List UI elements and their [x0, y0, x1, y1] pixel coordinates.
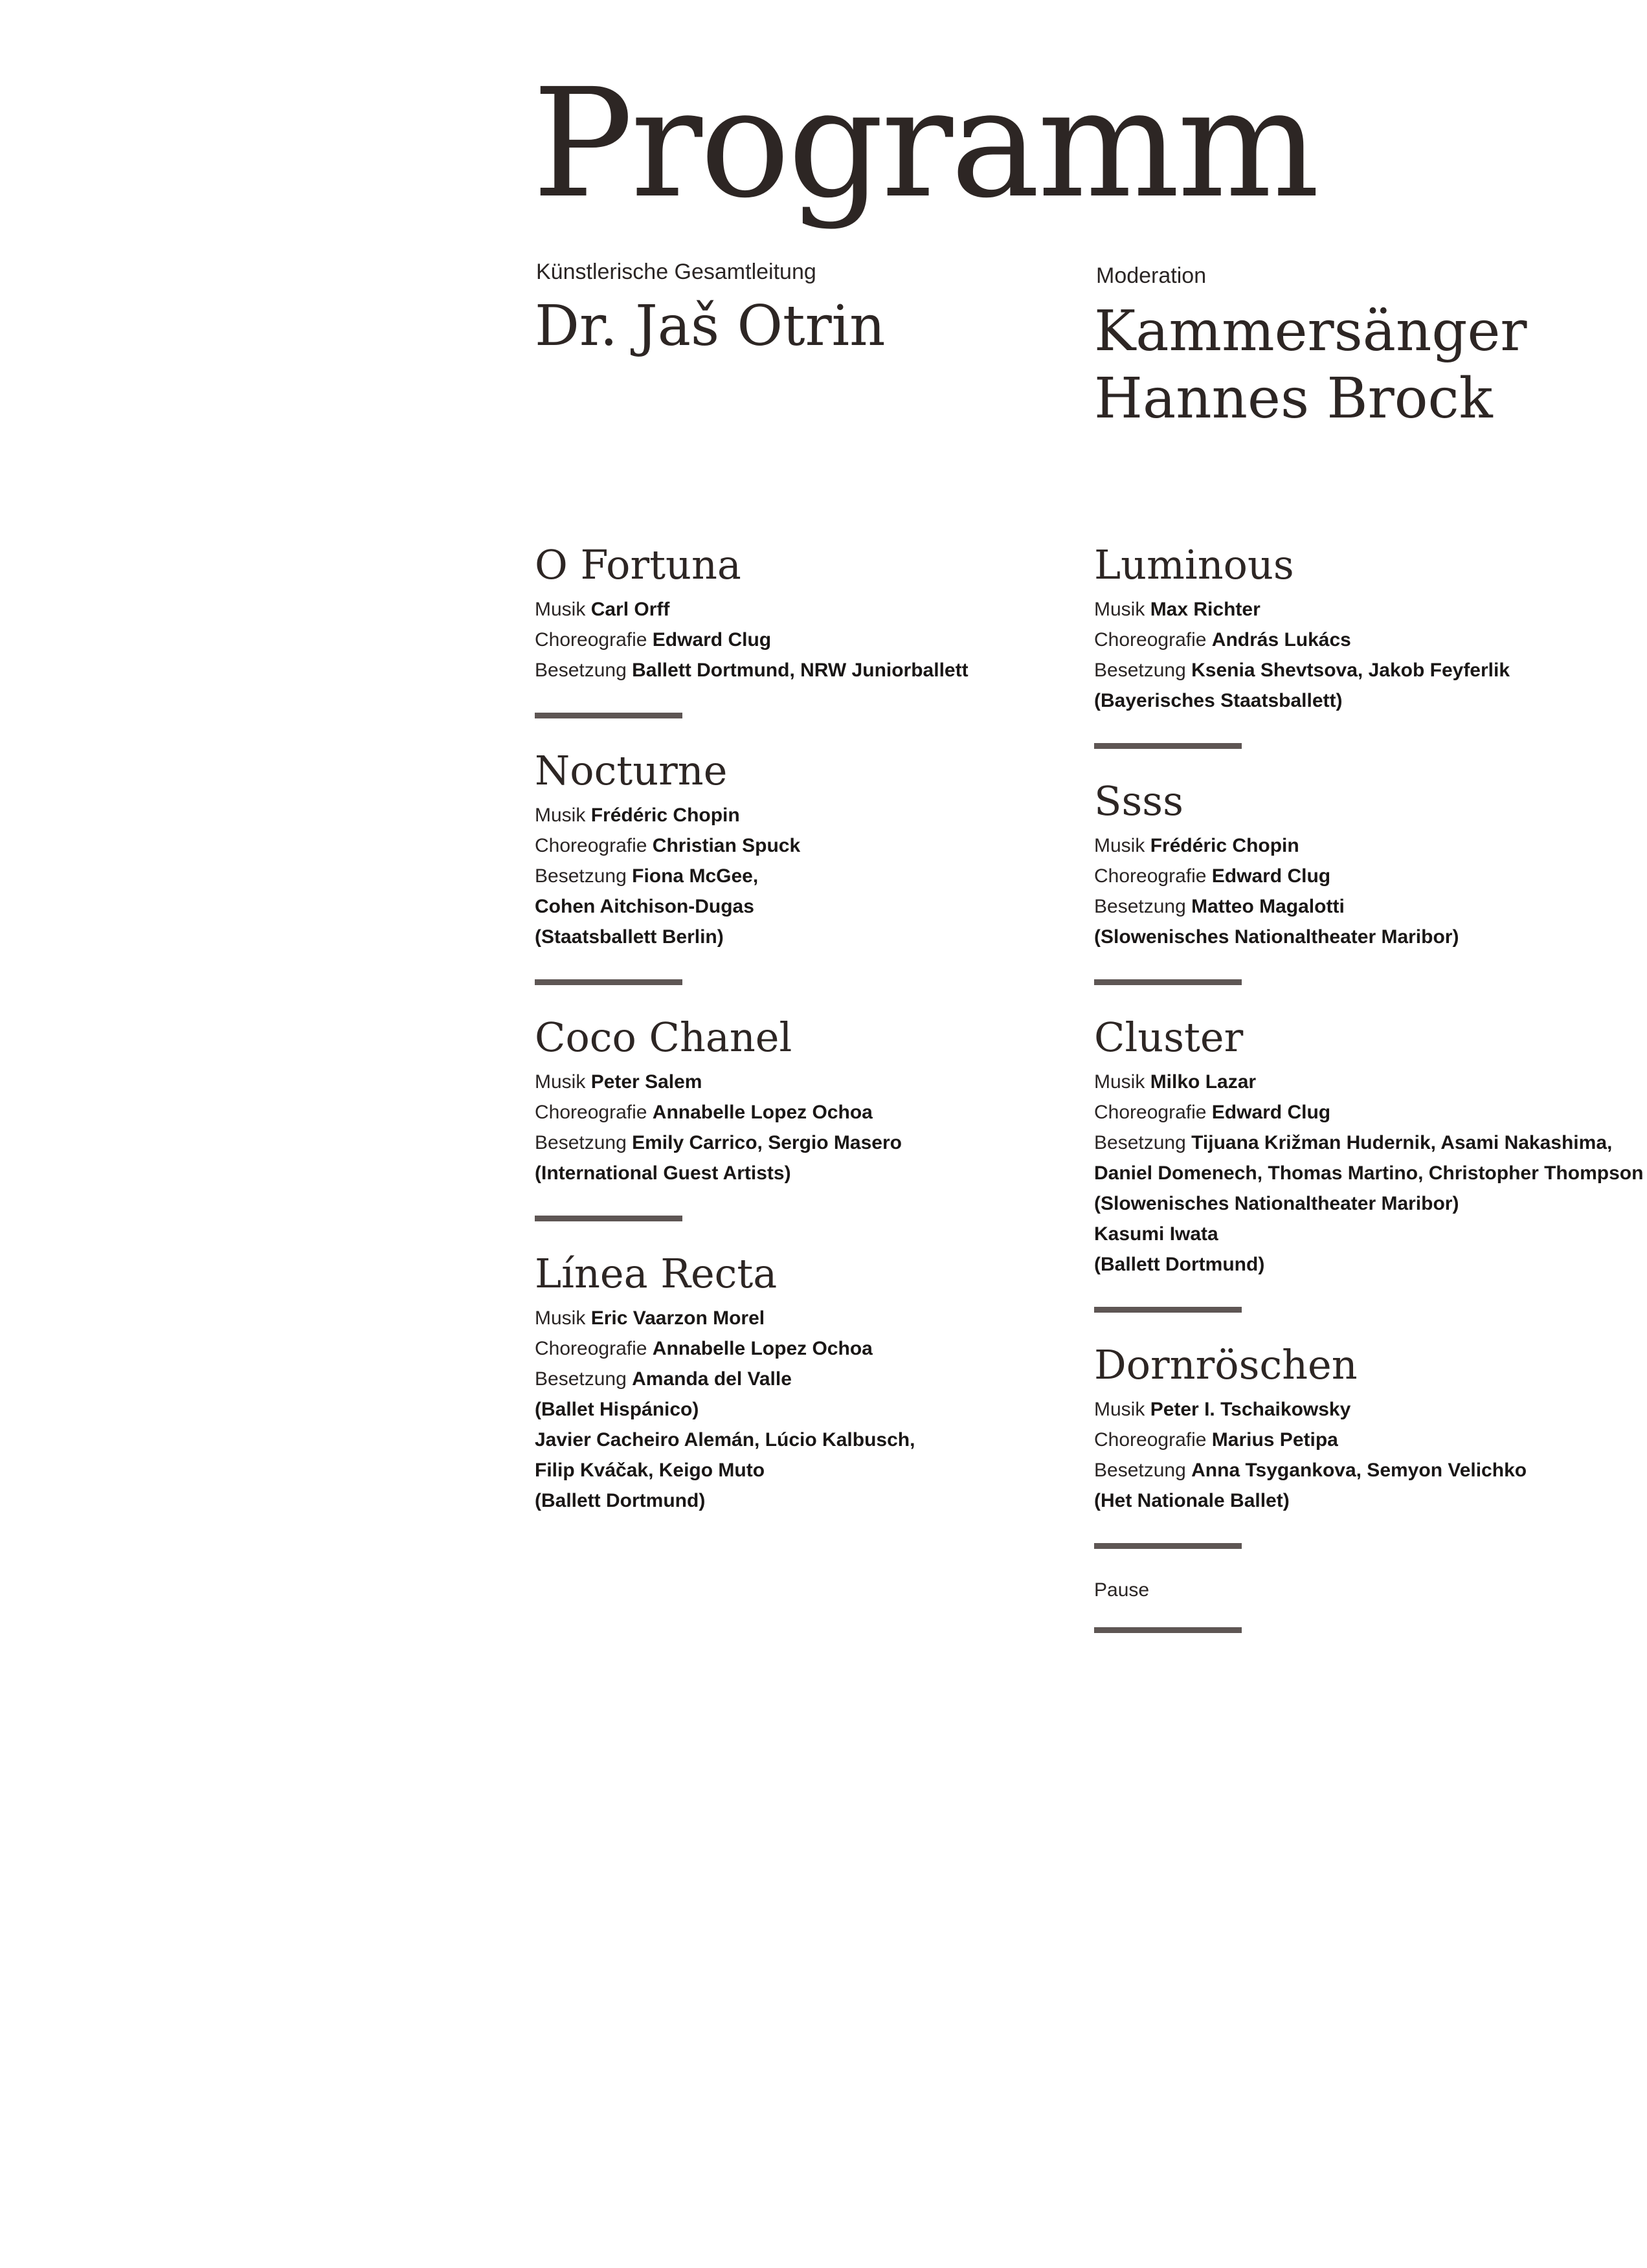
choreography-value: Edward Clug [652, 629, 772, 650]
choreography-line [1094, 1425, 1625, 1455]
cast-continuation: Kasumi Iwata [1094, 1223, 1218, 1245]
cast-line [535, 655, 1066, 685]
piece-title: Línea Recta [535, 1250, 778, 1297]
cast-label: Besetzung [535, 865, 627, 887]
cast-line [535, 861, 1066, 891]
section-divider [1094, 743, 1242, 749]
section-divider [535, 713, 682, 718]
choreography-label: Choreografie [1094, 1429, 1207, 1451]
choreography-label: Choreografie [1094, 1102, 1207, 1123]
piece-title: Dornröschen [1094, 1341, 1358, 1388]
cast-label: Besetzung [1094, 1460, 1186, 1481]
cast-continuation: (International Guest Artists) [535, 1162, 791, 1184]
program-piece [535, 539, 1066, 685]
page-title: Programm [532, 56, 1317, 231]
cast-continuation: Daniel Domenech, Thomas Martino, Christopher Thompson [1094, 1162, 1644, 1184]
piece-title: Ssss [1094, 777, 1183, 825]
choreography-line [535, 830, 1066, 861]
program-piece [535, 1011, 1066, 1188]
music-label: Musik [535, 1307, 586, 1329]
music-label: Musik [1094, 1071, 1145, 1093]
music-value: Peter I. Tschaikowsky [1150, 1399, 1351, 1420]
cast-continuation: (Het Nationale Ballet) [1094, 1490, 1290, 1511]
cast-value: Emily Carrico, Sergio Masero [632, 1132, 902, 1153]
music-value: Milko Lazar [1150, 1071, 1257, 1093]
cast-continuation: (Staatsballett Berlin) [535, 926, 724, 948]
choreography-value: Edward Clug [1211, 1102, 1331, 1123]
cast-continuation: (Bayerisches Staatsballett) [1094, 690, 1343, 711]
program-piece [535, 1247, 1066, 1516]
music-line [1094, 1394, 1625, 1425]
cast-label: Besetzung [535, 1368, 627, 1390]
music-label: Musik [1094, 599, 1145, 620]
music-line [1094, 594, 1625, 625]
choreography-label: Choreografie [535, 629, 647, 650]
cast-line [535, 1364, 1066, 1394]
choreography-value: Edward Clug [1211, 865, 1331, 887]
music-value: Carl Orff [590, 599, 670, 620]
piece-title: Cluster [1094, 1014, 1244, 1061]
choreography-value: Christian Spuck [652, 835, 801, 856]
section-divider [1094, 1543, 1242, 1549]
choreography-line [1094, 625, 1625, 655]
cast-value: Anna Tsygankova, Semyon Velichko [1191, 1460, 1527, 1481]
music-label: Musik [1094, 1399, 1145, 1420]
music-line [535, 1067, 1066, 1097]
piece-title: O Fortuna [535, 541, 741, 588]
choreography-label: Choreografie [535, 1102, 647, 1123]
music-value: Peter Salem [590, 1071, 702, 1093]
cast-line [1094, 891, 1625, 922]
program-piece [1094, 1011, 1644, 1280]
moderation-name-line1: Kammersänger [1094, 299, 1527, 364]
music-label: Musik [535, 599, 586, 620]
choreography-value: Marius Petipa [1211, 1429, 1338, 1451]
section-divider [1094, 1307, 1242, 1313]
moderation-label: Moderation [1096, 263, 1207, 288]
cast-label: Besetzung [1094, 660, 1186, 681]
section-divider [535, 979, 682, 985]
choreography-line [535, 1333, 1066, 1364]
cast-value: Ksenia Shevtsova, Jakob Feyferlik [1191, 660, 1510, 681]
cast-value: Tijuana Križman Hudernik, Asami Nakashima, [1191, 1132, 1613, 1153]
cast-continuation: Filip Kváčak, Keigo Muto [535, 1460, 765, 1481]
music-line [535, 594, 1066, 625]
cast-label: Besetzung [535, 1132, 627, 1153]
cast-continuation: Javier Cacheiro Alemán, Lúcio Kalbusch, [535, 1429, 915, 1451]
choreography-value: Annabelle Lopez Ochoa [652, 1338, 873, 1359]
cast-continuation: (Ballett Dortmund) [1094, 1254, 1265, 1275]
music-label: Musik [535, 1071, 586, 1093]
section-divider [535, 1216, 682, 1221]
cast-continuation: (Slowenisches Nationaltheater Maribor) [1094, 926, 1459, 948]
cast-value: Amanda del Valle [632, 1368, 792, 1390]
choreography-line [535, 625, 1066, 655]
cast-label: Besetzung [1094, 1132, 1186, 1153]
program-piece [1094, 1339, 1625, 1516]
music-value: Frédéric Chopin [1150, 835, 1299, 856]
choreography-line [1094, 1097, 1625, 1128]
music-value: Frédéric Chopin [590, 805, 740, 826]
cast-value: Fiona McGee, [632, 865, 759, 887]
music-value: Eric Vaarzon Morel [590, 1307, 765, 1329]
cast-line [535, 1128, 1066, 1158]
choreography-line [1094, 861, 1625, 891]
piece-title: Nocturne [535, 747, 728, 794]
music-line [535, 800, 1066, 830]
program-piece [1094, 775, 1625, 952]
direction-label: Künstlerische Gesamtleitung [536, 260, 816, 284]
cast-line [1094, 655, 1625, 685]
cast-continuation: (Ballet Hispánico) [535, 1399, 699, 1420]
cast-line [1094, 1128, 1625, 1158]
program-column-right [1094, 539, 1644, 1659]
music-value: Max Richter [1150, 599, 1260, 620]
music-label: Musik [1094, 835, 1145, 856]
moderation-name-line2: Hannes Brock [1094, 366, 1493, 431]
cast-continuation: Cohen Aitchison-Dugas [535, 896, 754, 917]
program-column-left [535, 539, 1066, 1516]
choreography-value: Annabelle Lopez Ochoa [652, 1102, 873, 1123]
music-line [535, 1303, 1066, 1333]
cast-continuation: (Slowenisches Nationaltheater Maribor) [1094, 1193, 1459, 1214]
cast-line [1094, 1455, 1625, 1485]
program-piece [535, 744, 1066, 952]
cast-value: Matteo Magalotti [1191, 896, 1345, 917]
direction-name: Dr. Jaš Otrin [535, 294, 886, 359]
piece-title: Coco Chanel [535, 1014, 792, 1061]
music-line [1094, 1067, 1625, 1097]
program-piece [1094, 539, 1625, 716]
choreography-value: András Lukács [1211, 629, 1351, 650]
music-label: Musik [535, 805, 586, 826]
choreography-label: Choreografie [1094, 629, 1207, 650]
cast-label: Besetzung [535, 660, 627, 681]
piece-title: Luminous [1094, 541, 1294, 588]
pause-label: Pause [1094, 1579, 1150, 1601]
choreography-label: Choreografie [535, 1338, 647, 1359]
cast-continuation: (Ballett Dortmund) [535, 1490, 706, 1511]
music-line [1094, 830, 1625, 861]
section-divider [1094, 979, 1242, 985]
cast-label: Besetzung [1094, 896, 1186, 917]
choreography-line [535, 1097, 1066, 1128]
section-divider [1094, 1627, 1242, 1633]
choreography-label: Choreografie [1094, 865, 1207, 887]
choreography-label: Choreografie [535, 835, 647, 856]
cast-value: Ballett Dortmund, NRW Juniorballett [632, 660, 969, 681]
